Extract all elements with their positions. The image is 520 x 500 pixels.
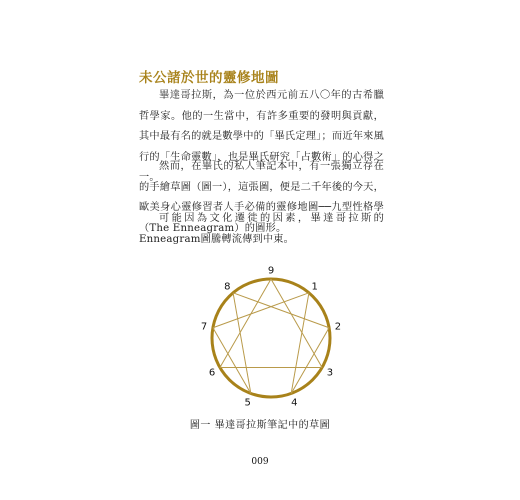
enneagram-number-6: 6: [208, 367, 216, 379]
enneagram-number-8: 8: [224, 281, 231, 293]
enneagram-number-3: 3: [326, 367, 334, 379]
paragraph-3: 可能因為文化遷徙的因素，畢達哥拉斯的Enneagram圖騰轉流傳到中東。: [139, 213, 384, 245]
section-title: 未公諸於世的靈修地圖: [139, 70, 279, 86]
paragraph-2: 然而，在畢氏的私人筆記本中，有一張獨立存在的手繪草圖（圖一），這張圖，便是二千年後的今天，歐美身心靈修習者人手必備的靈修地圖──九型性格學（The Enneagram）的圖形。: [139, 161, 384, 234]
enneagram-number-9: 9: [267, 265, 275, 277]
enneagram-number-2: 2: [334, 321, 342, 333]
enneagram-number-1: 1: [311, 281, 318, 293]
enneagram-figure: [196, 254, 346, 409]
enneagram-number-4: 4: [291, 397, 298, 409]
enneagram-circle: [212, 279, 330, 397]
paragraph-1: 畢達哥拉斯，為一位於西元前五八〇年的古希臘哲學家。他的一生當中，有許多重要的發明與貢獻，其中最有名的就是數學中的「畢氏定理」；而近年來風行的「生命靈數」，也是畢氏研究「占數術」的心得之一。: [139, 90, 384, 184]
enneagram-number-7: 7: [200, 321, 208, 333]
enneagram-numbers: [201, 266, 341, 409]
enneagram-number-5: 5: [244, 397, 251, 409]
page-number: 009: [251, 457, 269, 467]
enneagram-diagram: [196, 254, 346, 409]
figure-caption: 圖一 畢達哥拉斯筆記中的草圖: [189, 420, 331, 431]
